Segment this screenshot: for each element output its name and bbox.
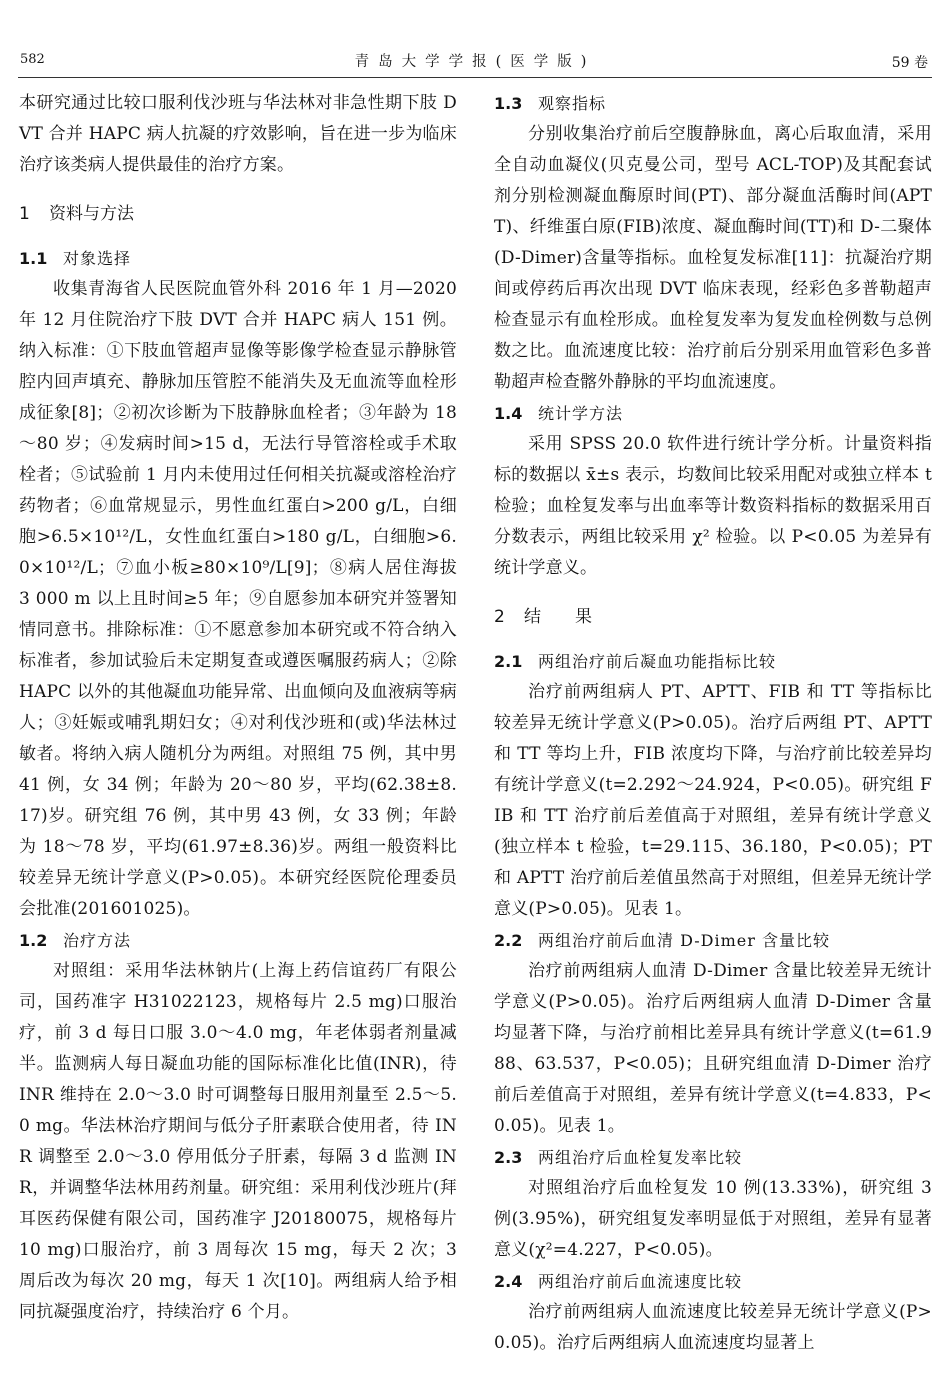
section-1-2-paragraph: 对照组：采用华法林钠片(上海上药信谊药厂有限公司，国药准字 H31022123，规格每片 2.5 mg)口服治疗，前 3 d 每日口服 3.0～4.0 mg，年老体弱者剂量减半。监测病人每日凝血功能的国际标准化比值(INR)，待 INR 维持在 2.0～3.0 时可调整每日服用剂量至 2.5～5.0 mg。华法林治疗期间与低分子肝素联合使用者，待 INR 调整至 2.0～3.0 停用低分子肝素，每隔 3 d 监测 INR，并调整华法林用药剂量。研究组：采用利伐沙班片(拜耳医药保健有限公司，国药准字 J20180075，规格每片 10 mg)口服治疗，前 3 周每次 15 mg，每天 2 次；3 周后改为每次 20 mg，每天 1 次[10]。两组病人给予相同抗凝强度治疗，持续治疗 6 个月。 [19,961,457,1322]
section-number: 1 [19,204,30,224]
section-title: 两组治疗前后血流速度比较 [538,1272,743,1291]
section-2-2-heading [494,925,932,956]
section-number: 2.1 [494,652,523,671]
section-number: 2.4 [494,1272,523,1291]
section-title: 观察指标 [538,94,607,113]
journal-title: 青岛大学学报(医学版) [354,54,596,70]
section-title: 两组治疗前后血清 D-Dimer 含量比较 [538,931,830,950]
section-1-4-heading [494,398,932,429]
section-number: 1.4 [494,404,523,423]
section-2-3-paragraph: 对照组治疗后血栓复发 10 例(13.33%)，研究组 3 例(3.95%)，研究组复发率明显低于对照组，差异有显著意义(χ²=4.227，P<0.05)。 [494,1178,932,1260]
volume-label: 59 卷 [891,55,928,71]
section-1-3-heading [494,88,932,119]
section-number: 2.2 [494,931,523,950]
section-2-1-paragraph: 治疗前两组病人 PT、APTT、FIB 和 TT 等指标比较差异无统计学意义(P>0.05)。治疗后两组 PT、APTT 和 TT 等均上升，FIB 浓度均下降，与治疗前比较差异均有统计学意义(t=2.292～24.924，P<0.05)。研究组 FIB 和 TT 治疗前后差值高于对照组，差异有统计学意义(独立样本 t 检验，t=29.115、36.180，P<0.05)；PT 和 APTT 治疗前后差值虽然高于对照组，但差异无统计学意义(P>0.05)。见表 1。 [494,682,932,919]
section-title: 治疗方法 [63,931,132,950]
section-title: 对象选择 [63,249,132,268]
section-1-heading [19,185,457,243]
right-column [494,88,932,1359]
page-number: 582 [20,52,45,67]
section-title: 结 果 [524,607,592,627]
left-column [19,88,457,1328]
section-1-1-paragraph: 收集青海省人民医院血管外科 2016 年 1 月—2020 年 12 月住院治疗下肢 DVT 合并 HAPC 病人 151 例。纳入标准：①下肢血管超声显像等影像学检查显示静脉管腔内回声填充、静脉加压管腔不能消失及无血流等血栓形成征象[8]；②初次诊断为下肢静脉血栓者；③年龄为 18～80 岁；④发病时间>15 d，无法行导管溶栓或手术取栓者；⑤试验前 1 月内未使用过任何相关抗凝或溶栓治疗药物者；⑥血常规显示，男性血红蛋白>200 g/L，白细胞>6.5×10¹²/L，女性血红蛋白>180 g/L，白细胞>6.0×10¹²/L；⑦血小板≥80×10⁹/L[9]；⑧病人居住海拔 3 000 m 以上且时间≥5 年；⑨自愿参加本研究并签署知情同意书。排除标准：①不愿意参加本研究或不符合纳入标准者，参加试验后未定期复查或遵医嘱服药病人；②除 HAPC 以外的其他凝血功能异常、出血倾向及血液病等病人；③妊娠或哺乳期妇女；④对利伐沙班和(或)华法林过敏者。将纳入病人随机分为两组。对照组 75 例，其中男 41 例，女 34 例；年龄为 20～80 岁，平均(62.38±8.17)岁。研究组 76 例，其中男 43 例，女 33 例；年龄为 18～78 岁，平均(61.97±8.36)岁。两组一般资料比较差异无统计学意义(P>0.05)。本研究经医院伦理委员会批准(201601025)。 [19,279,457,919]
section-title: 两组治疗后血栓复发率比较 [538,1148,743,1167]
section-1-3-paragraph: 分别收集治疗前后空腹静脉血，离心后取血清，采用全自动血凝仪(贝克曼公司，型号 ACL-TOP)及其配套试剂分别检测凝血酶原时间(PT)、部分凝血活酶时间(APTT)、纤维蛋白原(FIB)浓度、凝血酶时间(TT)和 D-二聚体(D-Dimer)含量等指标。血栓复发标准[11]：抗凝治疗期间或停药后再次出现 DVT 临床表现，经彩色多普勒超声检查显示有血栓形成。血栓复发率为复发血栓例数与总例数之比。血流速度比较：治疗前后分别采用血管彩色多普勒超声检查髂外静脉的平均血流速度。 [494,124,932,392]
section-number: 1.1 [19,249,48,268]
section-1-2-heading [19,925,457,956]
section-title: 资料与方法 [49,204,134,224]
section-title: 两组治疗前后凝血功能指标比较 [538,652,777,671]
section-1-1-heading [19,243,457,274]
section-2-4-heading [494,1266,932,1297]
section-2-1-heading [494,646,932,677]
section-2-3-heading [494,1142,932,1173]
section-number: 1.3 [494,94,523,113]
section-2-4-paragraph: 治疗前两组病人血流速度比较差异无统计学意义(P>0.05)。治疗后两组病人血流速度均显著上 [494,1302,932,1353]
section-2-heading [494,588,932,646]
section-number: 2.3 [494,1148,523,1167]
running-header [0,0,950,80]
section-1-4-paragraph: 采用 SPSS 20.0 软件进行统计学分析。计量资料指标的数据以 x̄±s 表示，均数间比较采用配对或独立样本 t 检验；血栓复发率与出血率等计数资料指标的数据采用百分数表示，两组比较采用 χ² 检验。以 P<0.05 为差异有统计学意义。 [494,434,932,578]
header-rule [18,77,932,78]
section-number: 2 [494,607,505,627]
section-number: 1.2 [19,931,48,950]
section-title: 统计学方法 [538,404,624,423]
section-2-2-paragraph: 治疗前两组病人血清 D-Dimer 含量比较差异无统计学意义(P>0.05)。治疗后两组病人血清 D-Dimer 含量均显著下降，与治疗前相比差异具有统计学意义(t=61.988、63.537，P<0.05)；且研究组血清 D-Dimer 治疗前后差值高于对照组，差异有统计学意义(t=4.833，P<0.05)。见表 1。 [494,961,932,1136]
intro-paragraph: 本研究通过比较口服利伐沙班与华法林对非急性期下肢 DVT 合并 HAPC 病人抗凝的疗效影响，旨在进一步为临床治疗该类病人提供最佳的治疗方案。 [19,93,457,175]
